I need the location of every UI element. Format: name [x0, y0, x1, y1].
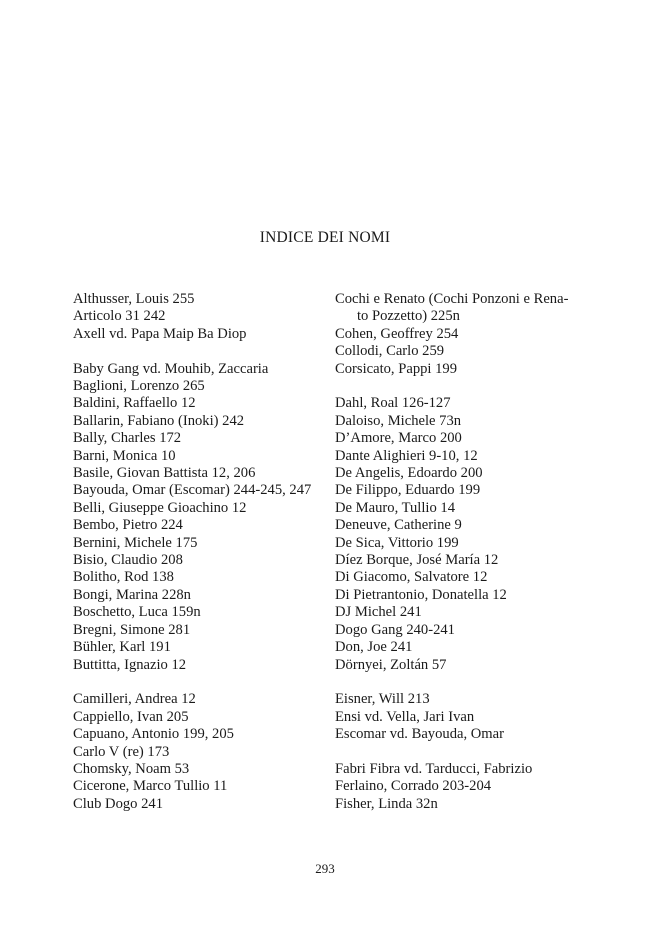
index-entry: Boschetto, Luca 159n [73, 604, 201, 621]
index-entry: Bongi, Marina 228n [73, 586, 191, 603]
index-entry: Di Giacomo, Salvatore 12 [335, 569, 488, 586]
index-entry: Ferlaino, Corrado 203-204 [335, 778, 492, 795]
page-number: 293 [315, 861, 335, 876]
index-entry: Daloiso, Michele 73n [335, 412, 462, 429]
index-group [335, 395, 593, 674]
index-entry: Cicerone, Marco Tullio 11 [73, 778, 228, 795]
index-entry: Deneuve, Catherine 9 [335, 517, 462, 534]
index-entry: Baldini, Raffaello 12 [73, 395, 196, 412]
index-entry: Club Dogo 241 [73, 795, 163, 812]
index-entry: D’Amore, Marco 200 [335, 430, 462, 447]
index-entry: Bembo, Pietro 224 [73, 517, 183, 534]
index-entry: Bühler, Karl 191 [73, 639, 171, 656]
index-entry: Bally, Charles 172 [73, 430, 182, 447]
index-entry: De Angelis, Edoardo 200 [335, 465, 483, 482]
index-entry: DJ Michel 241 [335, 604, 422, 621]
index-entry: Barni, Monica 10 [73, 447, 176, 464]
index-column-right [335, 291, 593, 831]
index-entry: Escomar vd. Bayouda, Omar [335, 726, 504, 743]
index-entry: Bisio, Claudio 208 [73, 552, 183, 569]
index-entry: Fabri Fibra vd. Tarducci, Fabrizio [335, 760, 533, 777]
index-entry: De Sica, Vittorio 199 [335, 534, 459, 551]
index-entry: Carlo V (re) 173 [73, 743, 170, 760]
index-entry: Chomsky, Noam 53 [73, 760, 190, 777]
index-entry: Buttitta, Ignazio 12 [73, 656, 187, 673]
index-entry: Fisher, Linda 32n [335, 795, 438, 812]
index-entry: Althusser, Louis 255 [73, 291, 195, 307]
index-entry: Bayouda, Omar (Escomar) 244-245, 247 [73, 482, 312, 499]
index-entry: Bernini, Michele 175 [73, 534, 198, 551]
index-entry: Ballarin, Fabiano (Inoki) 242 [73, 412, 245, 429]
index-entry: Collodi, Carlo 259 [335, 343, 445, 360]
index-entry-continuation: to Pozzetto) 225n [357, 308, 460, 325]
index-group [73, 361, 331, 674]
index-group [335, 291, 593, 378]
index-entry: Camilleri, Andrea 12 [73, 691, 196, 708]
index-entry: Cappiello, Ivan 205 [73, 708, 189, 725]
index-entry: Bregni, Simone 281 [73, 621, 191, 638]
index-group [73, 691, 331, 813]
index-entry-list [335, 326, 593, 378]
index-entry: Dahl, Roal 126-127 [335, 395, 451, 412]
index-entry: Belli, Giuseppe Gioachino 12 [73, 499, 247, 516]
index-group [335, 761, 593, 813]
index-group [73, 291, 331, 343]
index-entry: Articolo 31 242 [73, 308, 166, 325]
index-entry: De Filippo, Eduardo 199 [335, 482, 481, 499]
index-entry: De Mauro, Tullio 14 [335, 499, 456, 516]
index-entry: Baby Gang vd. Mouhib, Zaccaria [73, 360, 269, 377]
index-entry: Axell vd. Papa Maip Ba Diop [73, 325, 247, 342]
page-title: INDICE DEI NOMI [259, 229, 391, 246]
index-entry: Baglioni, Lorenzo 265 [73, 378, 205, 395]
index-entry: Dörnyei, Zoltán 57 [335, 656, 447, 673]
index-entry: Dogo Gang 240-241 [335, 621, 455, 638]
index-entry: Corsicato, Pappi 199 [335, 360, 458, 377]
index-column-left [73, 291, 331, 831]
index-entry: Capuano, Antonio 199, 205 [73, 726, 234, 743]
index-entry: Eisner, Will 213 [335, 691, 430, 708]
index-entry: Ensi vd. Vella, Jari Ivan [335, 708, 475, 725]
index-entry: Basile, Giovan Battista 12, 206 [73, 465, 256, 482]
index-entry: Don, Joe 241 [335, 639, 413, 656]
index-entry: Díez Borque, José María 12 [335, 552, 499, 569]
index-entry: Cochi e Renato (Cochi Ponzoni e Rena- [335, 291, 569, 307]
index-entry: Di Pietrantonio, Donatella 12 [335, 586, 507, 603]
index-group [335, 691, 593, 743]
index-entry: Cohen, Geoffrey 254 [335, 325, 459, 342]
index-entry: Bolitho, Rod 138 [73, 569, 174, 586]
index-entry: Dante Alighieri 9-10, 12 [335, 447, 478, 464]
